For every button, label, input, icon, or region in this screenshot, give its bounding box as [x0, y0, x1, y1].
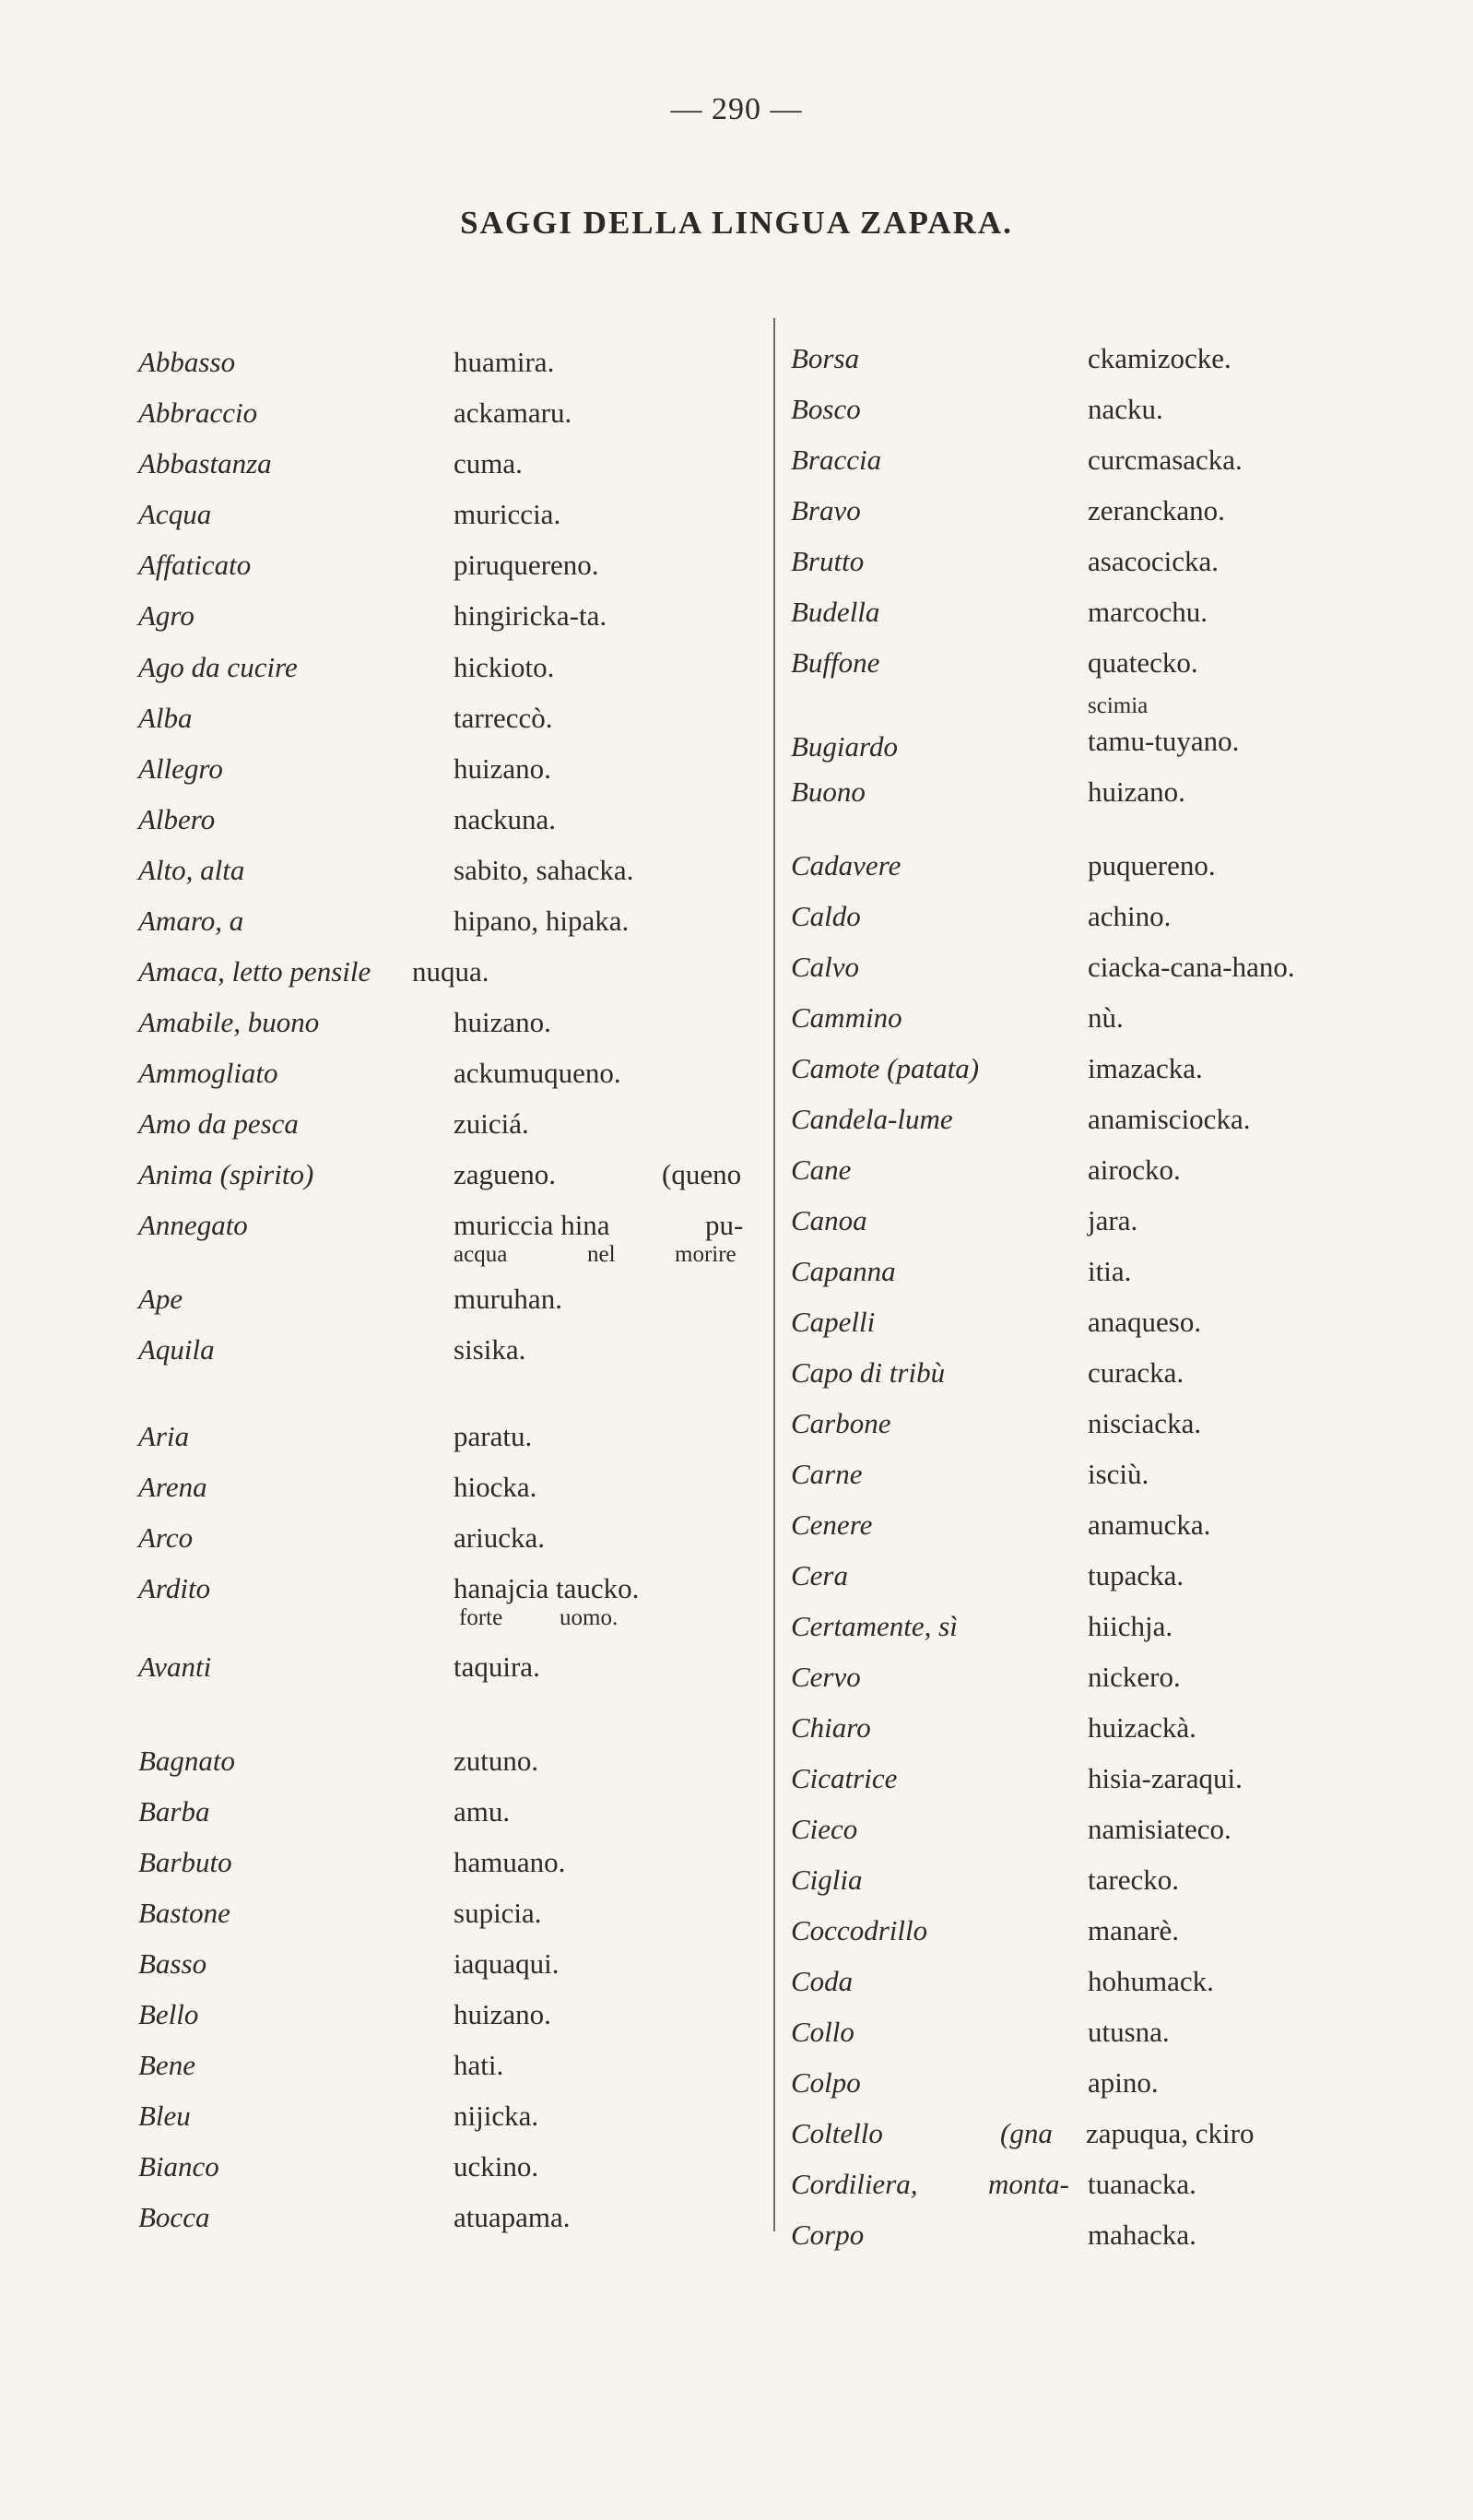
italian-word: Avanti [138, 1650, 212, 1683]
italian-word: Amo da pesca [138, 1107, 299, 1140]
italian-word: Camote (patata) [791, 1052, 980, 1084]
italian-word: Basso [138, 1947, 207, 1980]
italian-word: Coda [791, 1965, 854, 1997]
italian-word: Amabile, buono [138, 1006, 320, 1038]
italian-word: Cenere [791, 1508, 873, 1541]
gloss-above: scimia [1088, 693, 1149, 718]
zapara-translation: anaqueso. [1088, 1306, 1202, 1338]
zapara-translation: supicia. [454, 1897, 542, 1929]
continuation-note: pu- [705, 1209, 744, 1241]
gloss-line2c: morire [675, 1242, 736, 1267]
italian-word: Cammino [791, 1001, 902, 1034]
italian-word: Collo [791, 2016, 854, 2048]
italian-word: Bello [138, 1998, 199, 2030]
italian-word: Corpo [791, 2218, 865, 2251]
italian-word: Barbuto [138, 1846, 232, 1878]
zapara-translation: paratu. [454, 1420, 533, 1452]
page-number: — 290 — [670, 92, 803, 126]
zapara-translation: huizano. [454, 752, 551, 785]
zapara-translation: iaquaqui. [454, 1947, 560, 1980]
italian-word: Cadavere [791, 849, 901, 881]
italian-word: Colpo [791, 2066, 861, 2099]
zapara-translation: hingiricka-ta. [454, 599, 607, 632]
zapara-translation: nickero. [1088, 1661, 1181, 1693]
zapara-translation: huamira. [454, 346, 555, 378]
italian-word: Ammogliato [138, 1057, 278, 1089]
zapara-translation: sabito, sahacka. [454, 854, 634, 886]
zapara-translation: hati. [454, 2049, 504, 2081]
italian-word: Bleu [138, 2100, 191, 2132]
zapara-translation: tarecko. [1088, 1863, 1179, 1896]
zapara-translation: hiocka. [454, 1471, 537, 1503]
italian-word: Affaticato [138, 549, 252, 581]
italian-word: Bastone [138, 1897, 230, 1929]
zapara-translation: huizano. [454, 1006, 551, 1038]
zapara-translation: namisiateco. [1088, 1813, 1231, 1845]
zapara-translation: hiichja. [1088, 1610, 1173, 1642]
zapara-translation: mahacka. [1088, 2218, 1196, 2251]
italian-word: Cane [791, 1154, 852, 1186]
italian-word: Abbastanza [138, 447, 272, 479]
italian-word: Caldo [791, 900, 861, 932]
gloss-line2b: nel [587, 1242, 616, 1267]
zapara-translation: nisciacka. [1088, 1407, 1202, 1439]
italian-word: Acqua [138, 498, 212, 530]
italian-word: Bocca [138, 2201, 210, 2233]
italian-word: Alba [138, 702, 193, 734]
italian-word: Bravo [791, 494, 861, 526]
zapara-translation: sisika. [454, 1333, 526, 1366]
zapara-translation: hisia-zaraqui. [1088, 1762, 1243, 1794]
italian-word: Certamente, sì [791, 1610, 958, 1642]
italian-word: Cordiliera, [791, 2168, 918, 2200]
italian-word: Albero [138, 803, 216, 835]
italian-word: Abbraccio [138, 396, 258, 429]
zapara-translation: atuapama. [454, 2201, 571, 2233]
continuation-note: monta- [988, 2168, 1069, 2200]
italian-word: Cervo [791, 1661, 861, 1693]
italian-word: Aria [138, 1420, 190, 1452]
italian-word: Candela-lume [791, 1103, 953, 1135]
zapara-translation: cuma. [454, 447, 523, 479]
zapara-translation: tarreccò. [454, 702, 553, 734]
zapara-translation: ciacka-cana-hano. [1088, 951, 1295, 983]
zapara-translation: zapuqua, ckiro [1086, 2117, 1255, 2149]
zapara-translation: tuanacka. [1088, 2168, 1196, 2200]
italian-word: Bene [138, 2049, 195, 2081]
zapara-translation: nijicka. [454, 2100, 539, 2132]
zapara-translation: nù. [1088, 1001, 1124, 1034]
zapara-translation: huizano. [454, 1998, 551, 2030]
zapara-translation: itia. [1088, 1255, 1132, 1287]
zapara-translation: hanajcia taucko. [454, 1572, 640, 1604]
zapara-translation: hipano, hipaka. [454, 905, 630, 937]
italian-word: Cicatrice [791, 1762, 898, 1794]
italian-word: Buffone [791, 646, 880, 679]
italian-word: Ciglia [791, 1863, 863, 1896]
italian-word: Capanna [791, 1255, 896, 1287]
italian-word: Braccia [791, 444, 882, 476]
zapara-translation: utusna. [1088, 2016, 1170, 2048]
italian-word: Brutto [791, 545, 865, 577]
italian-word: Annegato [138, 1209, 248, 1241]
zapara-translation: isciù. [1088, 1458, 1149, 1490]
italian-word: Allegro [138, 752, 223, 785]
zapara-translation: zutuno. [454, 1745, 539, 1777]
zapara-translation: hickioto. [454, 651, 555, 683]
zapara-translation: ariucka. [454, 1521, 545, 1554]
italian-word: Abbasso [138, 346, 236, 378]
italian-word: Barba [138, 1795, 210, 1828]
italian-word: Cieco [791, 1813, 858, 1845]
zapara-translation: zagueno. [454, 1158, 557, 1190]
italian-word: Bugiardo [791, 730, 898, 763]
zapara-translation: quatecko. [1088, 646, 1198, 679]
italian-word: Borsa [791, 342, 860, 374]
italian-word: Cera [791, 1559, 848, 1591]
zapara-translation: nacku. [1088, 393, 1163, 425]
zapara-translation: tupacka. [1088, 1559, 1184, 1591]
zapara-translation: curacka. [1088, 1356, 1184, 1389]
italian-word: Coccodrillo [791, 1914, 928, 1946]
italian-word: Calvo [791, 951, 860, 983]
italian-word: Alto, alta [138, 854, 245, 886]
gloss-line2a: acqua [454, 1242, 508, 1267]
italian-word: Amaca, letto pensile [138, 955, 371, 988]
italian-word: Canoa [791, 1204, 867, 1236]
zapara-translation: huizackà. [1088, 1711, 1196, 1744]
zapara-translation: muruhan. [454, 1283, 562, 1315]
zapara-translation: hohumack. [1088, 1965, 1214, 1997]
zapara-translation: achino. [1088, 900, 1172, 932]
zapara-translation: marcochu. [1088, 596, 1208, 628]
zapara-translation: ackumuqueno. [454, 1057, 621, 1089]
zapara-translation: zeranckano. [1088, 494, 1225, 526]
zapara-translation: hamuano. [454, 1846, 566, 1878]
zapara-translation: huizano. [1088, 775, 1185, 808]
continuation-note: (queno [662, 1158, 742, 1190]
zapara-translation: muriccia. [454, 498, 561, 530]
zapara-translation: puquereno. [1088, 849, 1216, 881]
zapara-translation: curcmasacka. [1088, 444, 1243, 476]
italian-word: Amaro, a [138, 905, 244, 937]
italian-word: Coltello [791, 2117, 883, 2149]
italian-word: Anima (spirito) [138, 1158, 314, 1190]
italian-word: Capo di tribù [791, 1356, 946, 1389]
italian-word: Chiaro [791, 1711, 871, 1744]
zapara-translation: apino. [1088, 2066, 1159, 2099]
zapara-translation: uckino. [454, 2150, 539, 2183]
italian-word: Budella [791, 596, 880, 628]
gloss-line2b: uomo. [560, 1605, 619, 1630]
gloss-line2a: forte [459, 1605, 503, 1630]
italian-word: Aquila [138, 1333, 215, 1366]
zapara-translation: taquira. [454, 1650, 540, 1683]
italian-word: Ape [138, 1283, 183, 1315]
zapara-translation: piruquereno. [454, 549, 599, 581]
italian-word: Carne [791, 1458, 863, 1490]
zapara-translation: nackuna. [454, 803, 557, 835]
zapara-translation: ackamaru. [454, 396, 572, 429]
page-title: SAGGI DELLA LINGUA ZAPARA. [460, 205, 1013, 241]
italian-word: Arena [138, 1471, 207, 1503]
italian-word: Buono [791, 775, 866, 808]
continuation-note: (gna [1000, 2117, 1053, 2149]
italian-word: Bianco [138, 2150, 219, 2183]
italian-word: Ago da cucire [138, 651, 298, 683]
italian-word: Agro [138, 599, 194, 632]
zapara-translation: nuqua. [412, 955, 489, 988]
zapara-translation: asacocicka. [1088, 545, 1219, 577]
zapara-translation: zuiciá. [454, 1107, 529, 1140]
italian-word: Bagnato [138, 1745, 236, 1777]
zapara-translation: airocko. [1088, 1154, 1181, 1186]
zapara-translation: anamucka. [1088, 1508, 1211, 1541]
zapara-translation: amu. [454, 1795, 511, 1828]
zapara-translation: tamu-tuyano. [1088, 725, 1240, 757]
italian-word: Carbone [791, 1407, 891, 1439]
italian-word: Bosco [791, 393, 861, 425]
zapara-translation: manarè. [1088, 1914, 1179, 1946]
zapara-translation: jara. [1088, 1204, 1138, 1236]
zapara-translation: imazacka. [1088, 1052, 1203, 1084]
zapara-translation: muriccia hina [454, 1209, 610, 1241]
zapara-translation: anamisciocka. [1088, 1103, 1251, 1135]
italian-word: Arco [138, 1521, 194, 1554]
column-divider [773, 318, 775, 2231]
italian-word: Capelli [791, 1306, 876, 1338]
italian-word: Ardito [138, 1572, 211, 1604]
zapara-translation: ckamizocke. [1088, 342, 1231, 374]
